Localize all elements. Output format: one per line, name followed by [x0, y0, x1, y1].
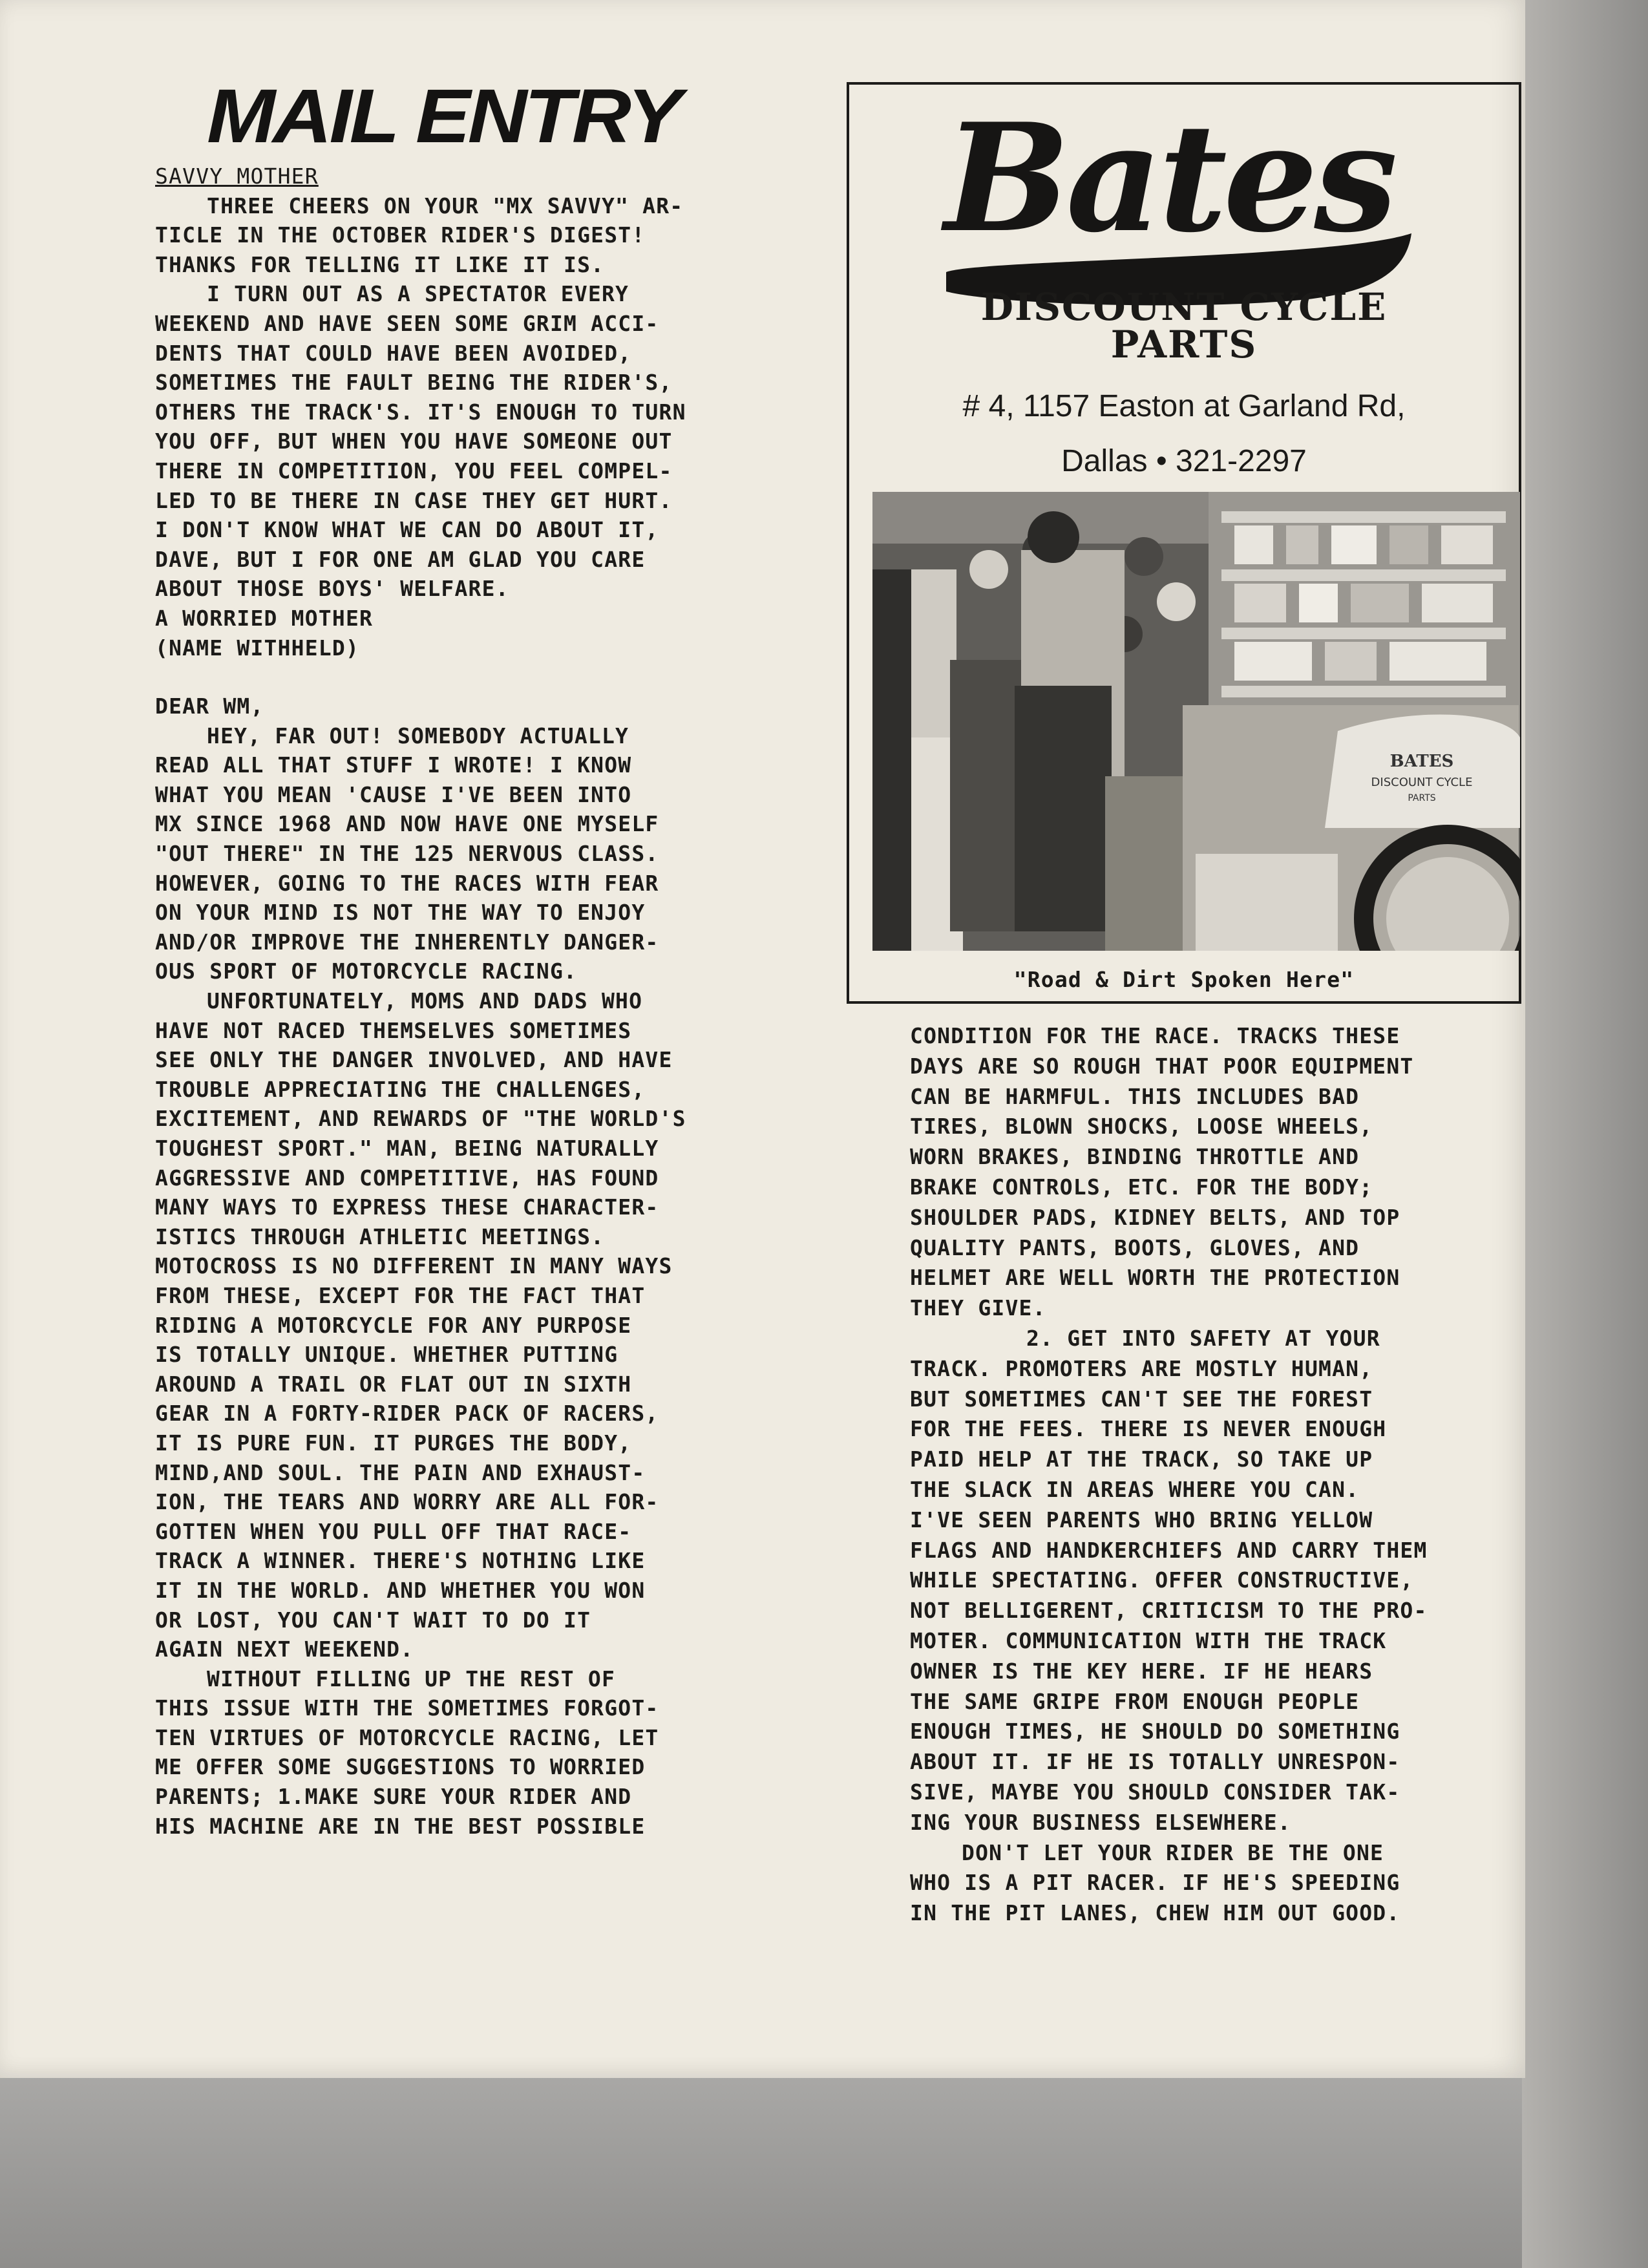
reply-line: GEAR IN A FORTY-RIDER PACK OF RACERS, — [155, 1401, 659, 1426]
article-line: NOT BELLIGERENT, CRITICISM TO THE PRO- — [910, 1598, 1428, 1624]
reply-line: MOTOCROSS IS NO DIFFERENT IN MANY WAYS — [155, 1253, 673, 1279]
scan-background-bottom — [0, 2075, 1648, 2268]
reply-line: AND/OR IMPROVE THE INHERENTLY DANGER- — [155, 929, 659, 955]
reply-line: PARENTS; 1.MAKE SURE YOUR RIDER AND — [155, 1784, 632, 1810]
article-line: CAN BE HARMFUL. THIS INCLUDES BAD — [910, 1083, 1360, 1109]
ad-caption: "Road & Dirt Spoken Here" — [1013, 967, 1355, 992]
article-line: THE SLACK IN AREAS WHERE YOU CAN. — [910, 1476, 1360, 1502]
letter-line: LED TO BE THERE IN CASE THEY GET HURT. — [155, 487, 673, 513]
article-line: BRAKE CONTROLS, ETC. FOR THE BODY; — [910, 1174, 1373, 1200]
letter-signature-note: (NAME WITHHELD) — [155, 635, 360, 661]
article-line: THEY GIVE. — [910, 1295, 1046, 1321]
reply-greeting: DEAR WM, — [155, 694, 264, 719]
article-line: I'VE SEEN PARENTS WHO BRING YELLOW — [910, 1507, 1373, 1532]
store-city-phone: Dallas • 321-2297 — [1061, 444, 1307, 478]
reply-line: MIND,AND SOUL. THE PAIN AND EXHAUST- — [155, 1459, 646, 1485]
letter-line: WEEKEND AND HAVE SEEN SOME GRIM ACCI- — [155, 310, 659, 336]
reply-line: ON YOUR MIND IS NOT THE WAY TO ENJOY — [155, 900, 646, 926]
reply-line: ION, THE TEARS AND WORRY ARE ALL FOR- — [155, 1489, 659, 1515]
article-line: DON'T LET YOUR RIDER BE THE ONE — [962, 1839, 1384, 1865]
article-line: BUT SOMETIMES CAN'T SEE THE FOREST — [910, 1386, 1373, 1412]
reply-line: HIS MACHINE ARE IN THE BEST POSSIBLE — [155, 1813, 646, 1839]
article-line: WHO IS A PIT RACER. IF HE'S SPEEDING — [910, 1870, 1400, 1896]
letter-subheading: SAVVY MOTHER — [155, 164, 319, 189]
reply-line: ME OFFER SOME SUGGESTIONS TO WORRIED — [155, 1754, 646, 1780]
article-line: HELMET ARE WELL WORTH THE PROTECTION — [910, 1265, 1400, 1291]
letter-line: I DON'T KNOW WHAT WE CAN DO ABOUT IT, — [155, 517, 659, 543]
store-photo — [872, 492, 1520, 951]
article-line: FOR THE FEES. THERE IS NEVER ENOUGH — [910, 1416, 1387, 1442]
article-line: ABOUT IT. IF HE IS TOTALLY UNRESPON- — [910, 1749, 1400, 1775]
reply-line: EXCITEMENT, AND REWARDS OF "THE WORLD'S — [155, 1106, 686, 1132]
letter-line: DENTS THAT COULD HAVE BEEN AVOIDED, — [155, 340, 632, 366]
reply-line: AGGRESSIVE AND COMPETITIVE, HAS FOUND — [155, 1165, 659, 1191]
letter-line: TICLE IN THE OCTOBER RIDER'S DIGEST! — [155, 222, 646, 248]
reply-line: TRACK A WINNER. THERE'S NOTHING LIKE — [155, 1548, 646, 1574]
letter-line: DAVE, BUT I FOR ONE AM GLAD YOU CARE — [155, 546, 646, 572]
article-line: OWNER IS THE KEY HERE. IF HE HEARS — [910, 1658, 1373, 1684]
store-address: # 4, 1157 Easton at Garland Rd, — [962, 389, 1406, 423]
discount-title: DISCOUNT CYCLE PARTS — [980, 285, 1388, 366]
reply-line: SEE ONLY THE DANGER INVOLVED, AND HAVE — [155, 1047, 673, 1073]
reply-line: IT IS PURE FUN. IT PURGES THE BODY, — [155, 1430, 632, 1456]
article-line: SHOULDER PADS, KIDNEY BELTS, AND TOP — [910, 1204, 1400, 1230]
article-line: ING YOUR BUSINESS ELSEWHERE. — [910, 1809, 1291, 1835]
article-line: TRACK. PROMOTERS ARE MOSTLY HUMAN, — [910, 1355, 1373, 1381]
letter-line: ABOUT THOSE BOYS' WELFARE. — [155, 576, 509, 602]
reply-line: TEN VIRTUES OF MOTORCYCLE RACING, LET — [155, 1724, 659, 1750]
article-line: MOTER. COMMUNICATION WITH THE TRACK — [910, 1627, 1387, 1653]
reply-line: AROUND A TRAIL OR FLAT OUT IN SIXTH — [155, 1371, 632, 1397]
page-title: MAIL ENTRY — [207, 74, 679, 159]
letter-line: OTHERS THE TRACK'S. IT'S ENOUGH TO TURN — [155, 399, 686, 425]
svg-text:Bates: Bates — [944, 98, 1394, 266]
article-continuation-column — [910, 1021, 1492, 1929]
reply-line: ISTICS THROUGH ATHLETIC MEETINGS. — [155, 1224, 605, 1249]
article-line: ENOUGH TIMES, HE SHOULD DO SOMETHING — [910, 1719, 1400, 1744]
svg-text:PARTS: PARTS — [1408, 793, 1436, 803]
reply-line: "OUT THERE" IN THE 125 NERVOUS CLASS. — [155, 841, 659, 867]
reply-line: UNFORTUNATELY, MOMS AND DADS WHO — [207, 988, 643, 1014]
reply-line: TOUGHEST SPORT." MAN, BEING NATURALLY — [155, 1136, 659, 1161]
bates-logo — [920, 98, 1418, 317]
reply-line: READ ALL THAT STUFF I WROTE! I KNOW — [155, 752, 632, 778]
svg-text:BATES: BATES — [1389, 752, 1454, 771]
letter-line: I TURN OUT AS A SPECTATOR EVERY — [207, 281, 629, 307]
article-line: THE SAME GRIPE FROM ENOUGH PEOPLE — [910, 1688, 1360, 1714]
letter-line: SOMETIMES THE FAULT BEING THE RIDER'S, — [155, 370, 673, 396]
reply-line: HEY, FAR OUT! SOMEBODY ACTUALLY — [207, 723, 629, 748]
article-line: TIRES, BLOWN SHOCKS, LOOSE WHEELS, — [910, 1114, 1373, 1139]
article-line: FLAGS AND HANDKERCHIEFS AND CARRY THEM — [910, 1537, 1428, 1563]
svg-text:DISCOUNT CYCLE: DISCOUNT CYCLE — [1371, 776, 1473, 789]
article-line: CONDITION FOR THE RACE. TRACKS THESE — [910, 1023, 1400, 1048]
reply-line: IT IN THE WORLD. AND WHETHER YOU WON — [155, 1577, 646, 1603]
reply-line: MANY WAYS TO EXPRESS THESE CHARACTER- — [155, 1194, 659, 1220]
article-line: SIVE, MAYBE YOU SHOULD CONSIDER TAK- — [910, 1779, 1400, 1805]
reply-line: RIDING A MOTORCYCLE FOR ANY PURPOSE — [155, 1312, 632, 1338]
reply-line: THIS ISSUE WITH THE SOMETIMES FORGOT- — [155, 1695, 659, 1721]
reply-line: HOWEVER, GOING TO THE RACES WITH FEAR — [155, 870, 659, 896]
article-line: QUALITY PANTS, BOOTS, GLOVES, AND — [910, 1235, 1360, 1260]
mail-entry-column — [155, 74, 808, 1841]
reply-line: WHAT YOU MEAN 'CAUSE I'VE BEEN INTO — [155, 781, 632, 807]
reply-line: OR LOST, YOU CAN'T WAIT TO DO IT — [155, 1607, 591, 1633]
article-line: 2. GET INTO SAFETY AT YOUR — [1026, 1325, 1380, 1351]
reply-line: FROM THESE, EXCEPT FOR THE FACT THAT — [155, 1282, 646, 1308]
reply-line: GOTTEN WHEN YOU PULL OFF THAT RACE- — [155, 1518, 632, 1544]
reply-line: WITHOUT FILLING UP THE REST OF — [207, 1666, 616, 1691]
letter-line: THANKS FOR TELLING IT LIKE IT IS. — [155, 251, 605, 277]
article-line: WORN BRAKES, BINDING THROTTLE AND — [910, 1144, 1360, 1170]
letter-line: THERE IN COMPETITION, YOU FEEL COMPEL- — [155, 458, 673, 483]
letter-line: THREE CHEERS ON YOUR "MX SAVVY" AR- — [207, 193, 684, 218]
reply-line: MX SINCE 1968 AND NOW HAVE ONE MYSELF — [155, 811, 659, 837]
article-line: WHILE SPECTATING. OFFER CONSTRUCTIVE, — [910, 1567, 1414, 1593]
reply-line: IS TOTALLY UNIQUE. WHETHER PUTTING — [155, 1342, 618, 1368]
reply-line: AGAIN NEXT WEEKEND. — [155, 1637, 414, 1662]
reply-line: OUS SPORT OF MOTORCYCLE RACING. — [155, 959, 578, 984]
article-line: DAYS ARE SO ROUGH THAT POOR EQUIPMENT — [910, 1053, 1414, 1079]
reply-line: TROUBLE APPRECIATING THE CHALLENGES, — [155, 1076, 646, 1102]
article-line: PAID HELP AT THE TRACK, SO TAKE UP — [910, 1447, 1373, 1472]
letter-signature: A WORRIED MOTHER — [155, 605, 374, 631]
letter-line: YOU OFF, BUT WHEN YOU HAVE SOMEONE OUT — [155, 429, 673, 454]
reply-line: HAVE NOT RACED THEMSELVES SOMETIMES — [155, 1017, 632, 1043]
article-line: IN THE PIT LANES, CHEW HIM OUT GOOD. — [910, 1900, 1400, 1926]
bates-advertisement — [847, 82, 1521, 1004]
scan-background-right — [1522, 0, 1648, 2268]
